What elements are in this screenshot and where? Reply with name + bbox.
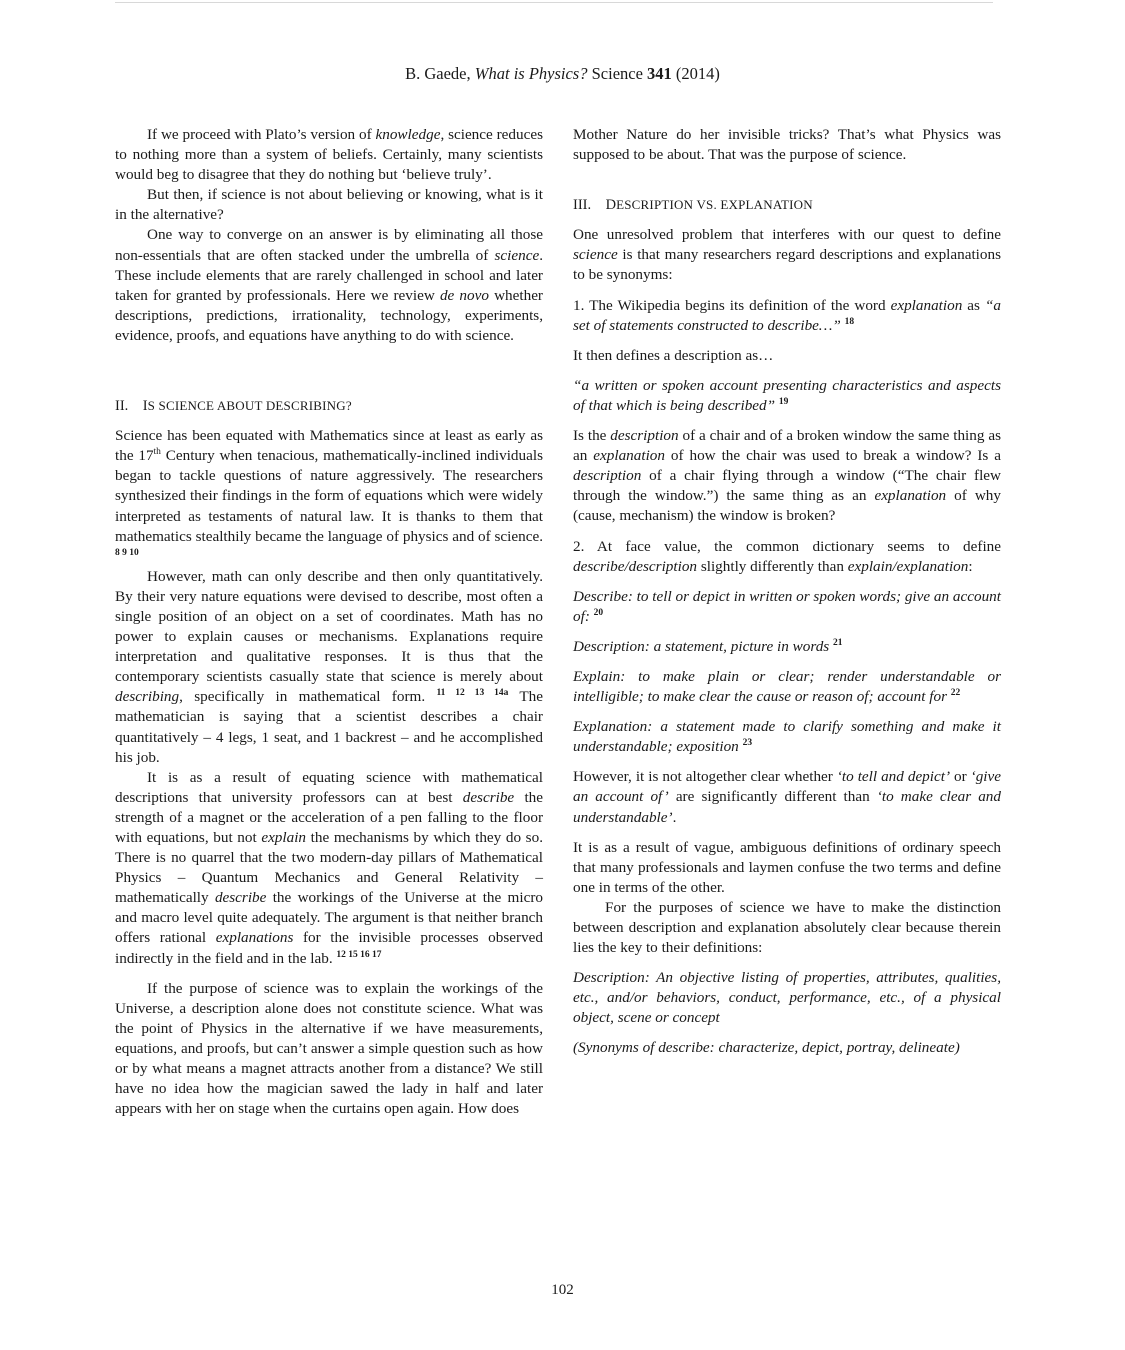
list-item-2: 2. At face value, the common dictionary seems to define describe/description slightly differently than explain/explanation:: [573, 537, 1001, 575]
list-item-1: 1. The Wikipedia begins its definition of the word explanation as “a set of statements constructed to describe…” $^{18}$: [573, 296, 1001, 334]
section-heading-iii: III. DESCRIPTION VS. EXPLANATION: [573, 197, 813, 214]
definition: Description: a statement, picture in words $^{21}$: [573, 637, 843, 655]
page-number: 102: [551, 1282, 574, 1298]
paragraph: If the purpose of science was to explain the workings of the Universe, a description alone does not constitute science. What was the point of Physics in the alternative if we have measurements, equations, and proofs, but can’t answer a simple question such as how or by what means a magnet attracts another from a distance? We still have no idea how the magician sawed the lady in half and later appears with her on stage when the curtains open again. How does: [115, 979, 543, 1118]
quote: “a written or spoken account presenting characteristics and aspects of that which is being described” $^{19}$: [573, 376, 1001, 414]
block-text: However, it is not altogether clear whether ‘to tell and depict’ or ‘give an account of’ are significantly different than ‘to make clear and understandable’.: [573, 768, 1001, 826]
paragraph: If we proceed with Plato’s version of knowledge, science reduces to nothing more than a system of beliefs. Certainly, many scientists would beg to disagree that they do nothing but ‘believe truly’.: [115, 126, 543, 184]
right-column: [573, 125, 1001, 1059]
definition: Description: An objective listing of properties, attributes, qualities, etc., and/or behaviors, conduct, performance, etc., of a physical object, scene or concept: [573, 969, 1001, 1027]
paragraph: It is as a result of vague, ambiguous definitions of ordinary speech that many professionals and laymen confuse the two terms and define one in terms of the other.: [573, 838, 1001, 896]
paragraph: For the purposes of science we have to make the distinction between description and explanation absolutely clear because therein lies the key to their definitions:: [573, 898, 1001, 957]
paragraph: One unresolved problem that interferes with our quest to define science is that many researchers regard descriptions and explanations to be synonyms:: [573, 226, 1001, 284]
block-text: It then defines a description as…: [573, 346, 774, 364]
header-year: (2014): [671, 64, 720, 83]
definition: Explain: to make plain or clear; render understandable or intelligible; to make clear the cause or reason of; account for $^{22}$: [573, 667, 1001, 706]
definition: Explanation: a statement made to clarify something and make it understandable; exposition $^{23}$: [573, 718, 1001, 756]
block-text: Is the description of a chair and of a broken window the same thing as an explanation of how the chair was used to break a window? Is a description of a chair flying through a window (“The chair flew through the window.”) the same thing as an explanation of why (cause, mechanism) the window is broken?: [573, 427, 1002, 525]
section-heading-ii: II. IS SCIENCE ABOUT DESCRIBING?: [115, 398, 352, 415]
paragraph: Mother Nature do her invisible tricks? That’s what Physics was supposed to be about. That was the purpose of science.: [573, 126, 1001, 164]
header-volume: 341: [647, 64, 672, 83]
header-title: What is Physics?: [474, 64, 588, 83]
paragraph: It is as a result of equating science with mathematical descriptions that university professors can at best describe the strength of a magnet or the acceleration of a pen falling to the floor with equations, but not explain the mechanisms by which they do so. There is no quarrel that the two modern-day pillars of Mathematical Physics – Quantum Mechanics and General Relativity – mathematically describe the workings of the Universe at the micro and macro level quite adequately. The argument is that neither branch offers rational explanations for the invisible processes observed indirectly in the field and in the lab. $^{12 15 16 17}$: [115, 768, 543, 967]
paragraph: However, math can only describe and then only quantitatively. By their very nature equations were devised to describe, most often a single position of an object on a set of coordinates. Math has no power to explain causes or mechanisms. Explanations require interpretation and qualitative responses. It is thus that the contemporary scientists casually state that science is merely about describing, specifically in mathematical form. $^{11 12 13 14a}$ The mathematician is saying that a scientist describes a chair quantitatively – 4 legs, 1 seat, and 1 backrest – and he accomplished his job.: [115, 567, 543, 766]
paragraph: But then, if science is not about believing or knowing, what is it in the alternative?: [115, 186, 543, 224]
top-rule: [115, 2, 993, 3]
running-header: [0, 64, 1125, 84]
header-author: B. Gaede,: [405, 64, 475, 83]
header-journal: Science: [587, 64, 648, 83]
definition: Describe: to tell or depict in written or spoken words; give an account of: $^{20}$: [573, 587, 1001, 625]
paragraph: Science has been equated with Mathematics since at least as early as the 17th Century when tenacious, mathematically-inclined individuals began to tackle questions of nature aggressively. The researchers synthesized their findings in the form of equations which were widely interpreted as testaments of natural law. It is thanks to them that mathematics stealthily became the language of physics and of science. $^{8 9 10}$: [115, 427, 543, 558]
left-column: [115, 125, 543, 1119]
paragraph: One way to converge on an answer is by eliminating all those non-essentials that are often stacked under the umbrella of science. These include elements that are rarely challenged in school and later taken for granted by professionals. Here we review de novo whether descriptions, predictions, irrationality, technology, experiments, evidence, proofs, and equations have anything to do with science.: [115, 226, 543, 344]
synonyms-note: (Synonyms of describe: characterize, depict, portray, delineate): [573, 1039, 960, 1057]
